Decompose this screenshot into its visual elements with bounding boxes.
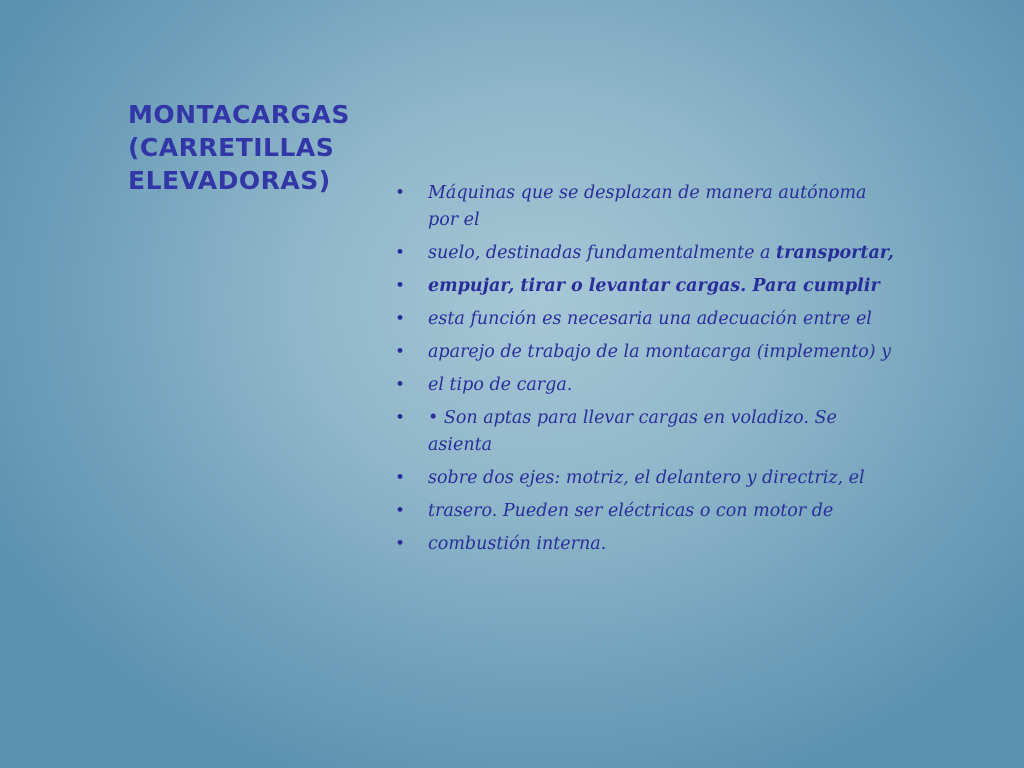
- bullet-dot: •: [395, 468, 406, 488]
- bullet-item: [395, 531, 895, 558]
- bullet-dot: •: [395, 534, 406, 554]
- bullet-dot: •: [395, 375, 406, 395]
- slide-title: [128, 98, 388, 197]
- bullet-item: [395, 180, 895, 234]
- bullet-text: • Son aptas para llevar cargas en voladizo. Se asienta: [428, 408, 837, 455]
- bullet-list: [395, 180, 895, 564]
- bullet-dot: •: [395, 183, 406, 203]
- bullet-text: Máquinas que se desplazan de manera autónoma por el: [428, 183, 867, 230]
- bullet-text: sobre dos ejes: motriz, el delantero y directriz, el: [428, 468, 865, 488]
- bullet-text: esta función es necesaria una adecuación entre el: [428, 309, 872, 329]
- bullet-item: [395, 372, 895, 399]
- bullet-item: [395, 240, 895, 267]
- title-line-1: MONTACARGAS: [128, 100, 350, 129]
- bullet-item: [395, 306, 895, 333]
- bullet-dot: •: [395, 342, 406, 362]
- title-line-2: (CARRETILLAS: [128, 133, 335, 162]
- bullet-text: el tipo de carga.: [428, 375, 573, 395]
- bullet-dot: •: [395, 408, 406, 428]
- bullet-dot: •: [395, 501, 406, 521]
- bullet-text: trasero. Pueden ser eléctricas o con motor de: [428, 501, 834, 521]
- bullet-text: aparejo de trabajo de la montacarga (implemento) y: [428, 342, 892, 362]
- bullet-item: [395, 339, 895, 366]
- bullet-text: combustión interna.: [428, 534, 607, 554]
- bullet-item: [395, 465, 895, 492]
- bullet-dot: •: [395, 309, 406, 329]
- bullet-item: [395, 498, 895, 525]
- title-line-3: ELEVADORAS): [128, 166, 331, 195]
- bullet-item: [395, 405, 895, 459]
- bullet-bold-text: empujar, tirar o levantar cargas. Para cumplir: [428, 276, 880, 296]
- bullet-dot: •: [395, 276, 406, 296]
- bullet-dot: •: [395, 243, 406, 263]
- bullet-item: [395, 273, 895, 300]
- bullet-text: suelo, destinadas fundamentalmente a: [428, 243, 777, 263]
- bullet-bold-text: transportar,: [776, 243, 894, 263]
